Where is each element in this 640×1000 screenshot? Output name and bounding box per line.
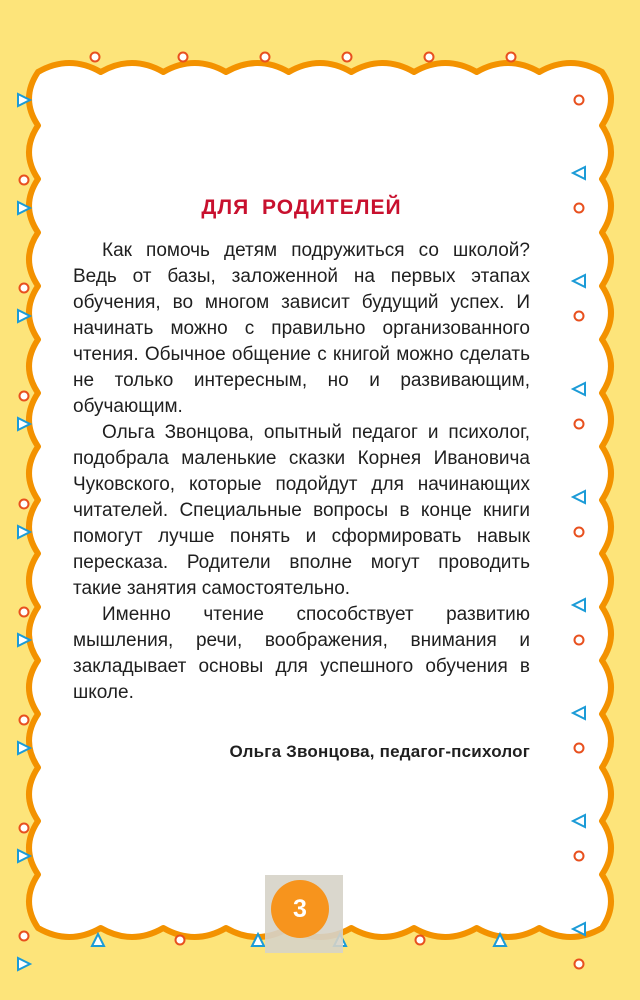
triangle-icon: [92, 934, 104, 946]
circle-dot-icon: [575, 420, 584, 429]
circle-dot-icon: [20, 284, 29, 293]
circle-dot-icon: [575, 312, 584, 321]
circle-dot-icon: [176, 936, 185, 945]
article: [73, 196, 530, 762]
article-title: ДЛЯ РОДИТЕЛЕЙ: [201, 196, 402, 219]
circle-dot-icon: [575, 204, 584, 213]
circle-dot-icon: [20, 500, 29, 509]
circle-dot-icon: [575, 744, 584, 753]
circle-dot-icon: [20, 716, 29, 725]
triangle-icon: [18, 958, 30, 970]
circle-dot-icon: [20, 176, 29, 185]
circle-dot-icon: [416, 936, 425, 945]
circle-dot-icon: [575, 528, 584, 537]
circle-dot-icon: [20, 932, 29, 941]
circle-dot-icon: [507, 53, 516, 62]
circle-dot-icon: [261, 53, 270, 62]
circle-dot-icon: [575, 636, 584, 645]
paragraph-1: Как помочь детям подружиться со школой? Ведь от базы, заложенной на первых этапах обучения, во многом зависит будущий успех. И начинать можно с правильно организованного чтения. Обычное общение с книгой можно сделать не только интересным, но и развивающим, обучающим.: [73, 240, 530, 417]
circle-dot-icon: [20, 608, 29, 617]
paragraph-3: Именно чтение способствует развитию мышления, речи, воображения, внимания и закладывает основы для успешного обучения в школе.: [73, 604, 530, 703]
circle-dot-icon: [575, 96, 584, 105]
paragraph-2: Ольга Звонцова, опытный педагог и психолог, подобрала маленькие сказки Корнея Ивановича Чуковского, которые подойдут для начинающих читателей. Специальные вопросы в конце книги помогут лучше понять и сформировать навык пересказа. Родители вполне могут проводить такие занятия самостоятельно.: [73, 422, 530, 599]
circle-dot-icon: [575, 852, 584, 861]
circle-dot-icon: [20, 824, 29, 833]
circle-dot-icon: [20, 392, 29, 401]
circle-dot-icon: [343, 53, 352, 62]
circle-dot-icon: [91, 53, 100, 62]
circle-dot-icon: [425, 53, 434, 62]
circle-dot-icon: [179, 53, 188, 62]
author-signature: Ольга Звонцова, педагог-психолог: [229, 742, 530, 761]
page-number-badge: 3: [271, 880, 329, 938]
circle-dot-icon: [575, 960, 584, 969]
